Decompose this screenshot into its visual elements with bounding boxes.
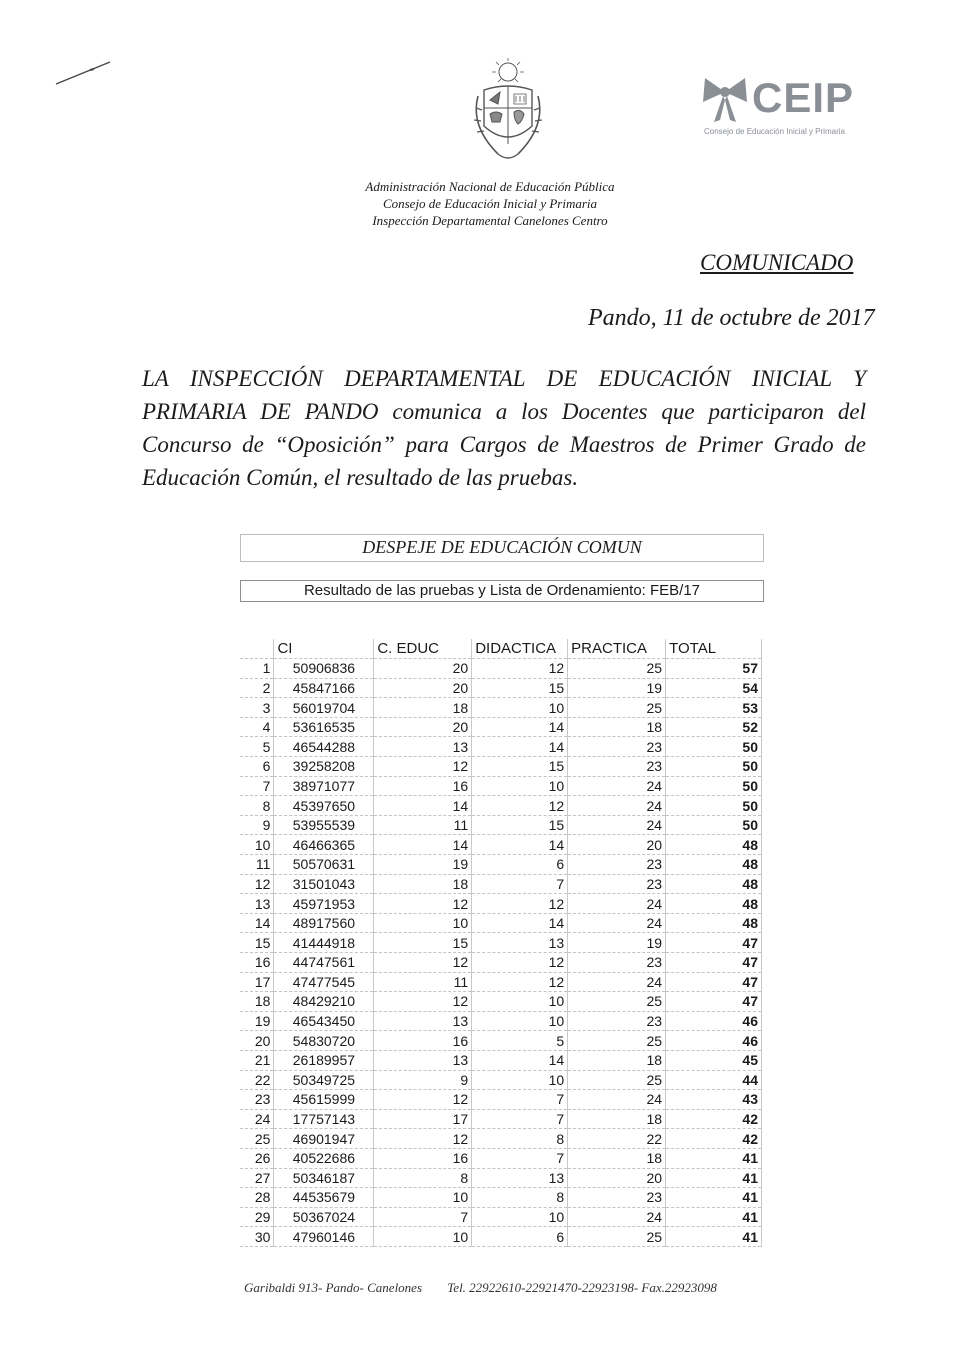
cell-number: 29 [240, 1207, 274, 1227]
cell-practica: 24 [568, 894, 666, 914]
document-title: COMUNICADO [700, 250, 854, 275]
cell-c-educ: 18 [374, 698, 472, 718]
cell-practica: 24 [568, 913, 666, 933]
table-row [240, 1050, 762, 1070]
column-header-didactica: DIDACTICA [472, 639, 568, 659]
cell-total: 53 [666, 698, 762, 718]
cell-total: 42 [666, 1109, 762, 1129]
cell-practica: 20 [568, 835, 666, 855]
cell-number: 23 [240, 1090, 274, 1110]
cell-ci: 46901947 [274, 1129, 374, 1149]
table-row [240, 835, 762, 855]
cell-c-educ: 10 [374, 1188, 472, 1208]
column-header-number [240, 639, 274, 659]
coat-of-arms-icon [468, 56, 548, 166]
table-row [240, 757, 762, 777]
cell-total: 41 [666, 1188, 762, 1208]
cell-total: 46 [666, 1031, 762, 1051]
cell-practica: 25 [568, 1070, 666, 1090]
cell-ci: 48917560 [274, 913, 374, 933]
cell-practica: 24 [568, 776, 666, 796]
bow-tie-icon [700, 72, 750, 127]
cell-ci: 47960146 [274, 1227, 374, 1247]
cell-c-educ: 14 [374, 835, 472, 855]
cell-didactica: 7 [472, 874, 568, 894]
table-row [240, 953, 762, 973]
table-row [240, 698, 762, 718]
cell-total: 48 [666, 874, 762, 894]
cell-c-educ: 17 [374, 1109, 472, 1129]
letterhead-line-1: Administración Nacional de Educación Pública [365, 179, 615, 194]
cell-practica: 25 [568, 1227, 666, 1247]
cell-didactica: 14 [472, 835, 568, 855]
cell-ci: 45397650 [274, 796, 374, 816]
letterhead-line-2: Consejo de Educación Inicial y Primaria [382, 196, 598, 211]
cell-didactica: 13 [472, 1168, 568, 1188]
cell-practica: 23 [568, 1188, 666, 1208]
cell-ci: 41444918 [274, 933, 374, 953]
table-row [240, 894, 762, 914]
cell-number: 28 [240, 1188, 274, 1208]
cell-ci: 53955539 [274, 815, 374, 835]
cell-didactica: 14 [472, 1050, 568, 1070]
cell-total: 50 [666, 796, 762, 816]
cell-ci: 31501043 [274, 874, 374, 894]
cell-c-educ: 11 [374, 972, 472, 992]
cell-didactica: 10 [472, 698, 568, 718]
cell-didactica: 10 [472, 1207, 568, 1227]
cell-number: 14 [240, 913, 274, 933]
cell-didactica: 5 [472, 1031, 568, 1051]
cell-total: 48 [666, 835, 762, 855]
cell-didactica: 7 [472, 1109, 568, 1129]
column-header-total: TOTAL [666, 639, 762, 659]
cell-practica: 24 [568, 972, 666, 992]
cell-total: 50 [666, 737, 762, 757]
cell-c-educ: 14 [374, 796, 472, 816]
cell-total: 57 [666, 659, 762, 679]
cell-c-educ: 12 [374, 953, 472, 973]
cell-number: 8 [240, 796, 274, 816]
cell-practica: 23 [568, 737, 666, 757]
table-header-row [240, 639, 762, 659]
cell-c-educ: 13 [374, 737, 472, 757]
cell-didactica: 10 [472, 776, 568, 796]
cell-number: 22 [240, 1070, 274, 1090]
cell-c-educ: 12 [374, 757, 472, 777]
cell-total: 47 [666, 953, 762, 973]
cell-total: 41 [666, 1148, 762, 1168]
column-header-practica: PRACTICA [568, 639, 666, 659]
cell-practica: 20 [568, 1168, 666, 1188]
cell-c-educ: 12 [374, 992, 472, 1012]
cell-ci: 50570631 [274, 855, 374, 875]
cell-didactica: 12 [472, 972, 568, 992]
cell-practica: 24 [568, 796, 666, 816]
cell-didactica: 10 [472, 1011, 568, 1031]
cell-number: 2 [240, 678, 274, 698]
cell-ci: 50346187 [274, 1168, 374, 1188]
cell-didactica: 15 [472, 757, 568, 777]
cell-total: 45 [666, 1050, 762, 1070]
pen-mark [54, 58, 112, 88]
cell-practica: 23 [568, 855, 666, 875]
cell-number: 21 [240, 1050, 274, 1070]
cell-total: 54 [666, 678, 762, 698]
cell-c-educ: 8 [374, 1168, 472, 1188]
cell-ci: 46466365 [274, 835, 374, 855]
cell-number: 13 [240, 894, 274, 914]
cell-practica: 23 [568, 953, 666, 973]
cell-didactica: 6 [472, 1227, 568, 1247]
table-row [240, 1109, 762, 1129]
cell-c-educ: 13 [374, 1011, 472, 1031]
cell-ci: 44535679 [274, 1188, 374, 1208]
cell-c-educ: 20 [374, 678, 472, 698]
table-row [240, 815, 762, 835]
footer [244, 1280, 739, 1296]
footer-address: Garibaldi 913- Pando- Canelones [244, 1280, 423, 1295]
cell-didactica: 15 [472, 678, 568, 698]
cell-number: 16 [240, 953, 274, 973]
cell-number: 20 [240, 1031, 274, 1051]
cell-ci: 54830720 [274, 1031, 374, 1051]
table-row [240, 717, 762, 737]
cell-ci: 48429210 [274, 992, 374, 1012]
cell-total: 50 [666, 776, 762, 796]
cell-number: 24 [240, 1109, 274, 1129]
cell-practica: 24 [568, 1090, 666, 1110]
cell-total: 48 [666, 894, 762, 914]
cell-didactica: 7 [472, 1148, 568, 1168]
announcement-body: LA INSPECCIÓN DEPARTAMENTAL DE EDUCACIÓN INICIAL Y PRIMARIA DE PANDO comunica a los Docentes que participaron del Concurso de “Oposición” para Cargos de Maestros de Primer Grado de Educación Común, el resultado de las pruebas. [142, 366, 866, 490]
cell-c-educ: 10 [374, 1227, 472, 1247]
cell-number: 25 [240, 1129, 274, 1149]
cell-total: 47 [666, 972, 762, 992]
cell-didactica: 12 [472, 953, 568, 973]
table-row [240, 1031, 762, 1051]
results-subtitle: Resultado de las pruebas y Lista de Ordenamiento: FEB/17 [240, 580, 764, 602]
table-row [240, 1070, 762, 1090]
cell-number: 1 [240, 659, 274, 679]
cell-practica: 23 [568, 874, 666, 894]
cell-practica: 25 [568, 992, 666, 1012]
cell-practica: 25 [568, 659, 666, 679]
cell-c-educ: 13 [374, 1050, 472, 1070]
cell-total: 41 [666, 1207, 762, 1227]
cell-c-educ: 9 [374, 1070, 472, 1090]
table-row [240, 913, 762, 933]
cell-didactica: 7 [472, 1090, 568, 1110]
cell-didactica: 10 [472, 1070, 568, 1090]
cell-ci: 46543450 [274, 1011, 374, 1031]
cell-didactica: 8 [472, 1188, 568, 1208]
cell-didactica: 8 [472, 1129, 568, 1149]
cell-number: 6 [240, 757, 274, 777]
cell-c-educ: 12 [374, 1090, 472, 1110]
table-row [240, 776, 762, 796]
cell-ci: 50349725 [274, 1070, 374, 1090]
table-row [240, 737, 762, 757]
cell-number: 17 [240, 972, 274, 992]
cell-didactica: 14 [472, 737, 568, 757]
cell-total: 50 [666, 757, 762, 777]
cell-number: 11 [240, 855, 274, 875]
cell-total: 46 [666, 1011, 762, 1031]
table-row [240, 992, 762, 1012]
cell-number: 3 [240, 698, 274, 718]
results-table [240, 639, 762, 1247]
cell-ci: 39258208 [274, 757, 374, 777]
table-row [240, 1227, 762, 1247]
document-date: Pando, 11 de octubre de 2017 [588, 305, 875, 331]
cell-c-educ: 7 [374, 1207, 472, 1227]
cell-practica: 24 [568, 815, 666, 835]
cell-number: 9 [240, 815, 274, 835]
cell-number: 12 [240, 874, 274, 894]
table-row [240, 933, 762, 953]
cell-didactica: 12 [472, 659, 568, 679]
cell-ci: 17757143 [274, 1109, 374, 1129]
ceip-logo [700, 72, 860, 142]
cell-ci: 56019704 [274, 698, 374, 718]
cell-practica: 19 [568, 678, 666, 698]
cell-c-educ: 18 [374, 874, 472, 894]
cell-didactica: 10 [472, 992, 568, 1012]
cell-practica: 18 [568, 1148, 666, 1168]
table-row [240, 1011, 762, 1031]
cell-total: 52 [666, 717, 762, 737]
table-row [240, 874, 762, 894]
cell-ci: 50906836 [274, 659, 374, 679]
cell-didactica: 6 [472, 855, 568, 875]
letterhead [300, 178, 680, 229]
cell-number: 10 [240, 835, 274, 855]
cell-c-educ: 15 [374, 933, 472, 953]
table-row [240, 972, 762, 992]
cell-total: 47 [666, 992, 762, 1012]
cell-c-educ: 12 [374, 894, 472, 914]
cell-c-educ: 16 [374, 1148, 472, 1168]
section-title: DESPEJE DE EDUCACIÓN COMUN [240, 534, 764, 562]
cell-ci: 45615999 [274, 1090, 374, 1110]
cell-number: 7 [240, 776, 274, 796]
cell-ci: 53616535 [274, 717, 374, 737]
table-row [240, 1207, 762, 1227]
table-row [240, 1090, 762, 1110]
results-body [240, 659, 762, 1247]
cell-number: 18 [240, 992, 274, 1012]
cell-c-educ: 20 [374, 717, 472, 737]
cell-practica: 19 [568, 933, 666, 953]
cell-didactica: 15 [472, 815, 568, 835]
cell-didactica: 14 [472, 913, 568, 933]
footer-phones: Tel. 22922610-22921470-22923198- Fax.22923098 [447, 1280, 717, 1295]
cell-c-educ: 20 [374, 659, 472, 679]
table-row [240, 796, 762, 816]
cell-didactica: 14 [472, 717, 568, 737]
table-row [240, 1148, 762, 1168]
cell-practica: 22 [568, 1129, 666, 1149]
cell-c-educ: 16 [374, 776, 472, 796]
ceip-brand: CEIP [752, 74, 855, 121]
table-row [240, 1129, 762, 1149]
cell-number: 26 [240, 1148, 274, 1168]
cell-ci: 45971953 [274, 894, 374, 914]
cell-ci: 38971077 [274, 776, 374, 796]
cell-didactica: 12 [472, 894, 568, 914]
cell-c-educ: 10 [374, 913, 472, 933]
cell-total: 41 [666, 1227, 762, 1247]
cell-c-educ: 11 [374, 815, 472, 835]
cell-number: 30 [240, 1227, 274, 1247]
cell-ci: 44747561 [274, 953, 374, 973]
cell-total: 41 [666, 1168, 762, 1188]
cell-practica: 24 [568, 1207, 666, 1227]
cell-ci: 50367024 [274, 1207, 374, 1227]
cell-practica: 18 [568, 1109, 666, 1129]
cell-total: 44 [666, 1070, 762, 1090]
cell-number: 4 [240, 717, 274, 737]
cell-total: 50 [666, 815, 762, 835]
cell-c-educ: 12 [374, 1129, 472, 1149]
column-header-c-educ: C. EDUC [374, 639, 472, 659]
cell-didactica: 12 [472, 796, 568, 816]
cell-ci: 47477545 [274, 972, 374, 992]
cell-practica: 25 [568, 698, 666, 718]
cell-practica: 23 [568, 757, 666, 777]
cell-c-educ: 16 [374, 1031, 472, 1051]
cell-total: 43 [666, 1090, 762, 1110]
table-row [240, 1188, 762, 1208]
cell-total: 48 [666, 855, 762, 875]
cell-number: 19 [240, 1011, 274, 1031]
cell-didactica: 13 [472, 933, 568, 953]
cell-ci: 26189957 [274, 1050, 374, 1070]
table-row [240, 659, 762, 679]
cell-c-educ: 19 [374, 855, 472, 875]
cell-number: 5 [240, 737, 274, 757]
table-row [240, 855, 762, 875]
cell-ci: 45847166 [274, 678, 374, 698]
column-header-ci: CI [274, 639, 374, 659]
cell-practica: 18 [568, 717, 666, 737]
cell-practica: 23 [568, 1011, 666, 1031]
cell-total: 42 [666, 1129, 762, 1149]
letterhead-line-3: Inspección Departamental Canelones Centro [372, 213, 608, 228]
cell-total: 48 [666, 913, 762, 933]
table-row [240, 678, 762, 698]
cell-number: 15 [240, 933, 274, 953]
cell-ci: 46544288 [274, 737, 374, 757]
cell-number: 27 [240, 1168, 274, 1188]
ceip-subtitle: Consejo de Educación Inicial y Primaria [704, 127, 845, 136]
cell-practica: 25 [568, 1031, 666, 1051]
table-row [240, 1168, 762, 1188]
cell-practica: 18 [568, 1050, 666, 1070]
cell-ci: 40522686 [274, 1148, 374, 1168]
cell-total: 47 [666, 933, 762, 953]
